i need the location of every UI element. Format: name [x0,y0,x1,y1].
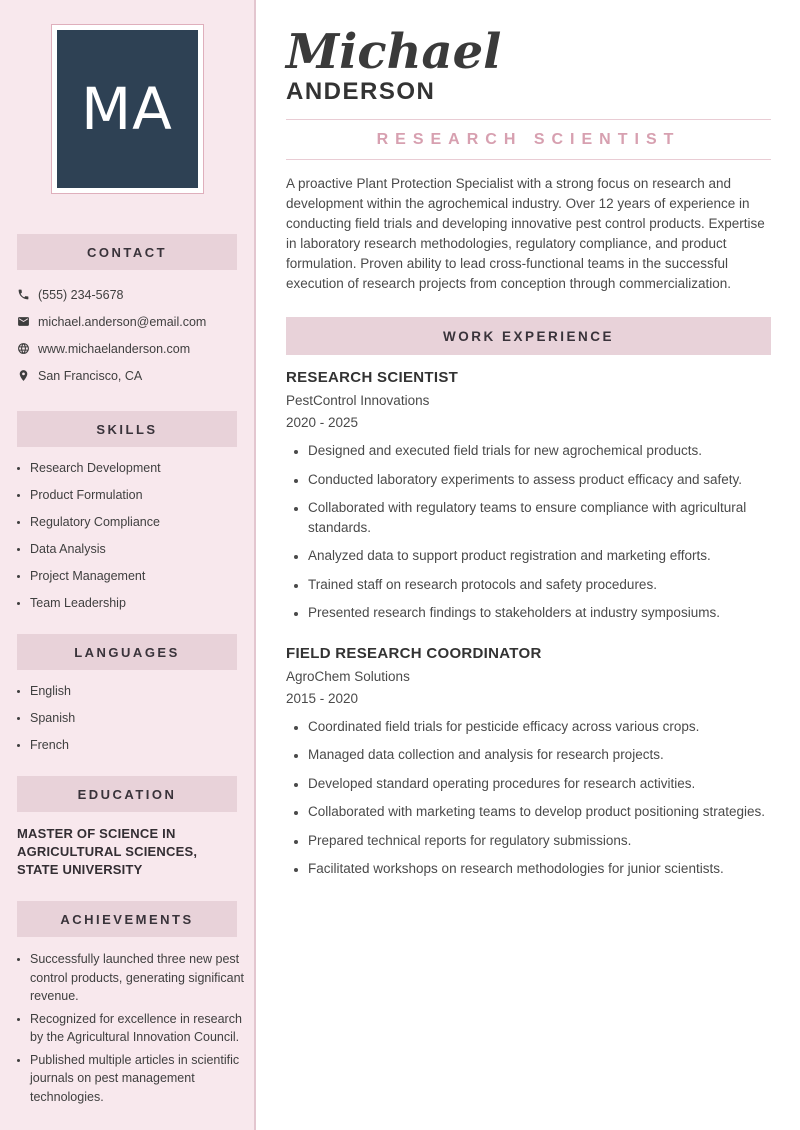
job-bullet: • Presented research findings to stakeholders at industry symposiums. [308,603,771,623]
location-icon [17,369,38,382]
first-name: Michael [286,24,502,80]
job-bullet: • Facilitated workshops on research methodologies for junior scientists. [308,859,771,879]
divider-bottom [286,159,771,160]
job-bullet: • Managed data collection and analysis for research projects. [308,745,771,765]
contact-text: (555) 234-5678 [38,287,124,302]
contact-row [17,362,254,389]
contact-text: www.michaelanderson.com [38,341,191,356]
achievement-item: • Successfully launched three new pest control products, generating significant revenue. [30,950,254,1006]
job-title-banner: RESEARCH SCIENTIST [376,131,681,148]
avatar-monogram-box [57,30,198,188]
skill-item: • Research Development [30,460,254,477]
skill-item: • Team Leadership [30,595,254,612]
contact-row [17,335,254,362]
contact-list [17,281,254,389]
job-bullets [286,717,771,879]
achievements-list [0,950,254,1106]
skill-item: • Project Management [30,568,254,585]
job-bullets [286,441,771,623]
job-entry [286,645,771,879]
section-header-contact: CONTACT [17,234,237,270]
contact-row [17,281,254,308]
language-item: • English [30,683,254,700]
job-company: AgroChem Solutions [286,668,410,684]
section-header-languages: LANGUAGES [17,634,237,670]
sidebar [0,0,256,1130]
skill-item: • Product Formulation [30,487,254,504]
job-bullet: • Developed standard operating procedures for research activities. [308,774,771,794]
main-column [256,0,800,1130]
phone-icon [17,288,38,301]
job-bullet: • Prepared technical reports for regulatory submissions. [308,831,771,851]
job-company: PestControl Innovations [286,393,430,408]
professional-summary: A proactive Plant Protection Specialist with a strong focus on research and development within the agrochemical industry. Over 12 years of experience in conducting field trials and developing innovative pest control products. Expertise in laboratory research methodologies, regulatory compliance, and product formulation. Proven ability to lead cross-functional teams in the successful execution of research projects from conception through commercialization. [286,176,765,291]
skills-list [0,460,254,612]
language-item: • French [30,737,254,754]
contact-text: michael.anderson@email.com [38,314,207,329]
language-item: • Spanish [30,710,254,727]
globe-icon [17,342,38,355]
last-name: ANDERSON [286,78,436,105]
email-icon [17,315,38,328]
job-bullet: • Conducted laboratory experiments to assess product efficacy and safety. [308,470,771,490]
job-dates: 2020 - 2025 [286,415,359,430]
job-bullet: • Designed and executed field trials for new agrochemical products. [308,441,771,461]
avatar-initials: MA [81,75,173,143]
job-title: RESEARCH SCIENTIST [286,369,459,386]
section-header-skills: SKILLS [17,411,237,447]
skill-item: • Data Analysis [30,541,254,558]
contact-text: San Francisco, CA [38,368,143,383]
job-bullet: • Collaborated with regulatory teams to ensure compliance with agricultural standards. [308,498,771,537]
section-header-education: EDUCATION [17,776,237,812]
achievement-item: • Recognized for excellence in research by the Agricultural Innovation Council. [30,1010,254,1047]
job-dates: 2015 - 2020 [286,690,359,706]
job-bullet: • Trained staff on research protocols and safety procedures. [308,575,771,595]
contact-row [17,308,254,335]
section-header-achievements: ACHIEVEMENTS [17,901,237,937]
job-bullet: • Collaborated with marketing teams to develop product positioning strategies. [308,802,771,822]
job-title: FIELD RESEARCH COORDINATOR [286,644,542,662]
job-bullet: • Coordinated field trials for pesticide efficacy across various crops. [308,717,771,737]
job-bullet: • Analyzed data to support product registration and marketing efforts. [308,546,771,566]
avatar [51,24,204,194]
job-entry [286,369,771,623]
education-degree: MASTER OF SCIENCE IN AGRICULTURAL SCIENCES, STATE UNIVERSITY [17,826,198,877]
skill-item: • Regulatory Compliance [30,514,254,531]
languages-list [0,683,254,754]
achievement-item: • Published multiple articles in scientific journals on pest management technologies. [30,1051,254,1107]
section-header-work-experience: WORK EXPERIENCE [286,317,771,355]
